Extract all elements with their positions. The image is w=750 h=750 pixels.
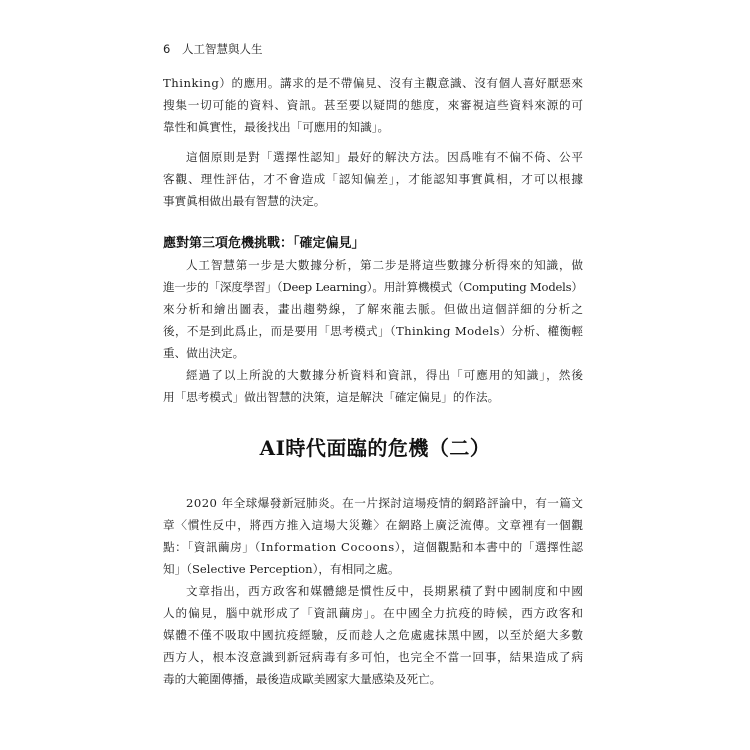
text-line: 用「思考模式」做出智慧的決策，這是解決「確定偏見」的作法。: [163, 390, 500, 404]
paragraph-deep-learning: [163, 254, 583, 364]
chapter-title: AI時代面臨的危機（二）: [259, 436, 491, 460]
text-line: 人的偏見，腦中就形成了「資訊繭房」。在中國全力抗疫的時候，西方政客和: [163, 606, 584, 620]
text-line: 毒的大範圍傳播，最後造成歐美國家大量感染及死亡。: [163, 672, 442, 686]
text-line: 客觀、理性評估，才不會造成「認知偏差」，才能認知事實眞相，才可以根據: [163, 172, 584, 186]
text-line: 事實眞相做出最有智慧的決定。: [163, 194, 326, 208]
paragraph-thinking-models: [163, 364, 583, 408]
text-line: Thinking）的應用。講求的是不帶偏見、沒有主觀意識、沒有個人喜好厭惡來: [163, 76, 584, 90]
text-line: 知」（Selective Perception），有相同之處。: [163, 562, 400, 576]
text-line: 靠性和眞實性，最後找出「可應用的知識」。: [163, 120, 390, 134]
paragraph-selective-perception-solution: [163, 146, 583, 212]
text-line: 文章指出，西方政客和媒體總是慣性反中，長期累積了對中國制度和中國: [186, 584, 584, 598]
text-line: 搜集一切可能的資料、資訊。甚至要以疑問的態度，來審視這些資料來源的可: [163, 98, 584, 112]
paragraph-thinking-application: [163, 72, 583, 138]
text-line: 進一步的「深度學習」（Deep Learning）。用計算機模式（Computing Models）: [163, 280, 583, 294]
text-line: 章〈慣性反中，將西方推入這場大災難〉在網路上廣泛流傳。文章裡有一個觀: [163, 518, 584, 532]
text-line: 人工智慧第一步是大數據分析，第二步是將這些數據分析得來的知識，做: [186, 258, 584, 272]
paragraph-information-cocoons: [163, 580, 583, 690]
page-number: 6: [163, 42, 171, 56]
section-heading-confirmation-bias: 應對第三項危機挑戰：「確定偏見」: [163, 236, 365, 251]
text-line: 點：「資訊繭房」（Information Cocoons），這個觀點和本書中的「選擇性認: [163, 540, 584, 554]
paragraph-covid-article: [163, 492, 583, 580]
text-line: 經過了以上所說的大數據分析資料和資訊，得出「可應用的知識」，然後: [186, 368, 585, 382]
text-line: 2020 年全球爆發新冠肺炎。在一片探討這場疫情的網路評論中，有一篇文: [186, 496, 584, 510]
text-line: 媒體不僅不吸取中國抗疫經驗，反而趁人之危處處抹黑中國，以至於絕大多數: [163, 628, 584, 642]
text-line: 後，不是到此爲止，而是要用「思考模式」（Thinking Models）分析、權衡輕: [163, 324, 584, 338]
text-line: 這個原則是對「選擇性認知」最好的解決方法。因爲唯有不偏不倚、公平: [186, 150, 584, 164]
text-line: 重、做出決定。: [163, 346, 245, 360]
text-line: 來分析和繪出圖表，畫出趨勢線，了解來龍去脈。但做出這個詳細的分析之: [163, 302, 585, 316]
running-head: [163, 41, 262, 57]
text-line: 西方人，根本沒意識到新冠病毒有多可怕，也完全不當一回事，結果造成了病: [163, 650, 584, 664]
book-title: 人工智慧與人生: [181, 42, 263, 56]
